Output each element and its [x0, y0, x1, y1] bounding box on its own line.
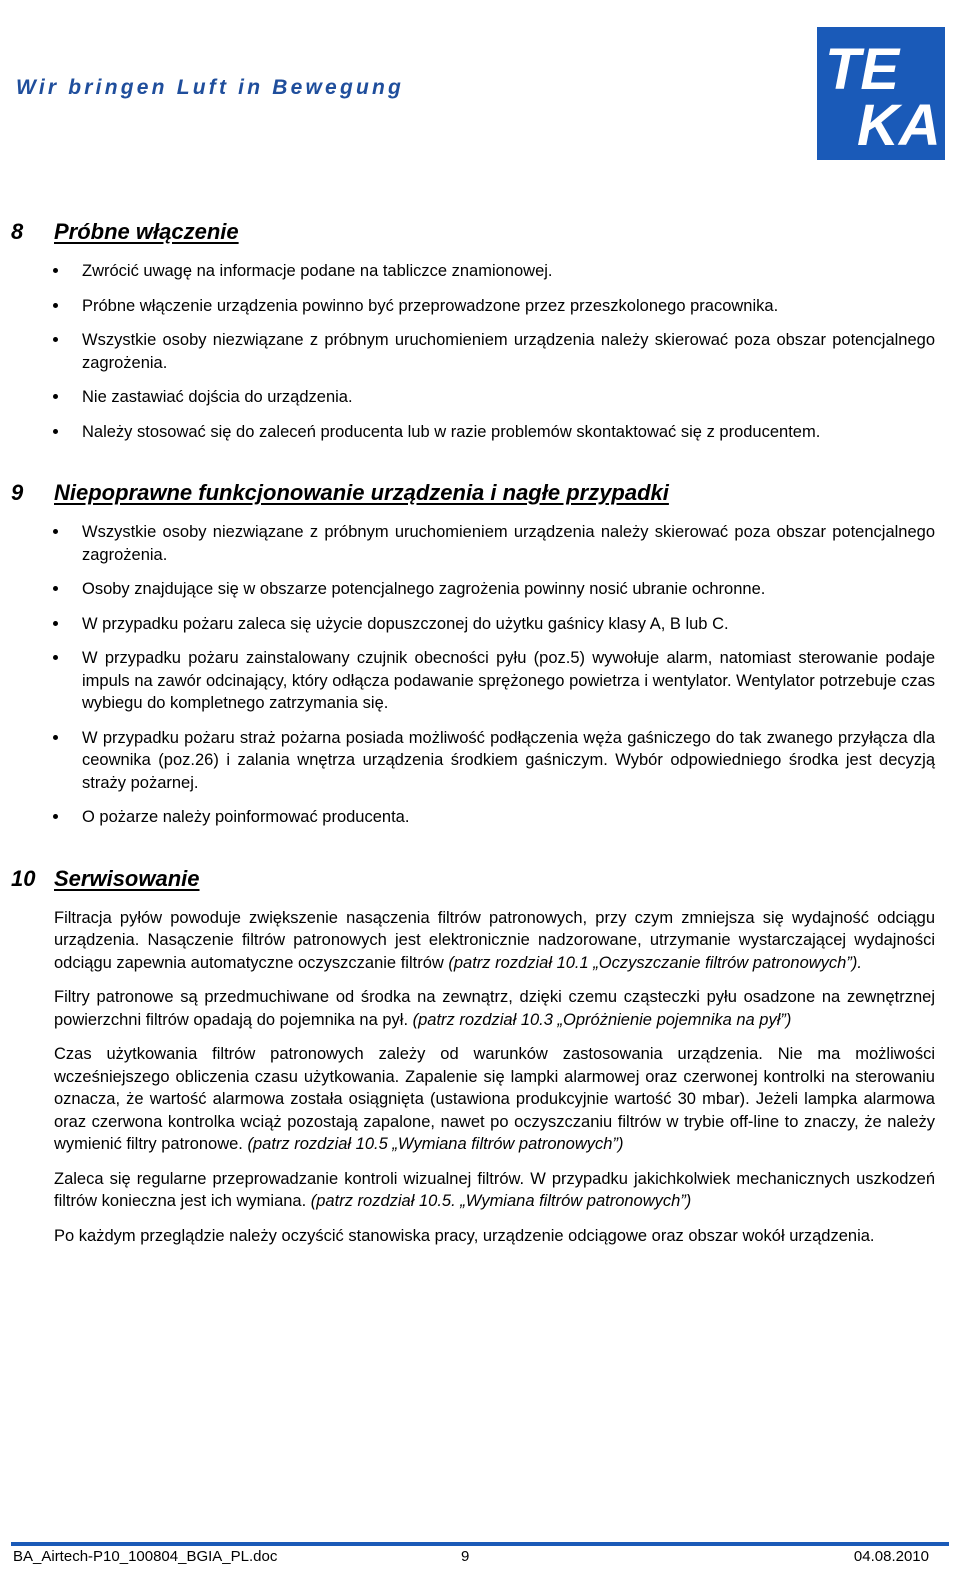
section-title: Próbne włączenie — [54, 219, 239, 244]
paragraph: Czas użytkowania filtrów patronowych zależy od warunków zastosowania urządzenia. Nie ma możliwości wcześniejszego obliczenia czasu użytkowania. Zapalenie się lampki alarmowej oraz czerwonej kontrolki na sterowaniu oznacza, że wartość alarmowa została osiągnięta (ustawiona produkcyjnie wartość 30 mbar). Jeżeli lampka alarmowa oraz czerwona kontrolka wciąż pozostają zapalone, nawet po oczyszczaniu filtrów w trybie off-line to znaczy, że należy wymienić filtry patronowe. (patrz rozdział 10.5 „Wymiana filtrów patronowych”) — [54, 1045, 935, 1153]
list-item: Wszystkie osoby niezwiązane z próbnym uruchomieniem urządzenia należy skierować poza obszar potencjalnego zagrożenia. — [0, 521, 960, 566]
logo-text-bottom: KA — [857, 93, 941, 158]
logo-text-top: TE — [825, 37, 900, 102]
cross-reference: (patrz rozdział 10.3 „Opróżnienie pojemnika na pył”) — [412, 1010, 792, 1029]
page-footer — [11, 1542, 949, 1588]
list-item: Osoby znajdujące się w obszarze potencjalnego zagrożenia powinny nosić ubranie ochronne. — [0, 578, 960, 601]
slogan: Wir bringen Luft in Bewegung — [16, 76, 405, 99]
section-number: 10 — [11, 865, 36, 891]
page-number: 9 — [461, 1548, 470, 1565]
bullet-list — [0, 260, 960, 443]
bullet-icon — [53, 303, 58, 308]
list-item: W przypadku pożaru zainstalowany czujnik obecności pyłu (poz.5) wywołuje alarm, natomiast sterowanie podaje impuls na zawór odcinający, który odłącza podawanie sprężonego powietrza i wentylator. Wentylator potrzebuje czas wybiegu do kompletnego zatrzymania się. — [0, 647, 960, 715]
bullet-icon — [53, 394, 58, 399]
list-item: Wszystkie osoby niezwiązane z próbnym uruchomieniem urządzenia należy skierować poza obszar potencjalnego zagrożenia. — [0, 329, 960, 374]
document-body — [0, 212, 960, 1247]
bullet-icon — [53, 429, 58, 434]
list-item: O pożarze należy poinformować producenta. — [0, 806, 960, 829]
paragraph: Filtracja pyłów powoduje zwiększenie nasączenia filtrów patronowych, przy czym zmniejsza się wydajność odciągu urządzenia. Nasączenie filtrów patronowych jest elektronicznie nadzorowane, utrzymanie wystarczającej wydajności odciągu zapewnia automatyczne oczyszczanie filtrów (patrz rozdział 10.1 „Oczyszczanie filtrów patronowych”). — [54, 908, 935, 972]
section-heading — [0, 473, 960, 513]
footer-filename: BA_Airtech-P10_100804_BGIA_PL.doc — [13, 1548, 278, 1565]
section-9 — [0, 473, 960, 829]
section-number: 8 — [11, 219, 24, 244]
section-number: 9 — [11, 480, 24, 505]
list-item: Próbne włączenie urządzenia powinno być przeprowadzone przez przeszkolonego pracownika. — [0, 295, 960, 318]
cross-reference: (patrz rozdział 10.5. „Wymiana filtrów patronowych”) — [310, 1192, 692, 1210]
paragraph: Filtry patronowe są przedmuchiwane od środka na zewnątrz, dzięki czemu cząsteczki pyłu osadzone na zewnętrznej powierzchni filtrów opadają do pojemnika na pył. (patrz rozdział 10.3 „Opróżnienie pojemnika na pył”) — [54, 988, 935, 1029]
bullet-icon — [53, 655, 58, 660]
bullet-icon — [53, 735, 58, 740]
bullet-icon — [53, 621, 58, 626]
section-title: Niepoprawne funkcjonowanie urządzenia i nagłe przypadki — [54, 480, 669, 505]
section-heading — [0, 212, 960, 252]
section-10 — [0, 859, 960, 1248]
paragraph: Po każdym przeglądzie należy oczyścić stanowiska pracy, urządzenie odciągowe oraz obszar wokół urządzenia. — [54, 1226, 875, 1245]
bullet-list — [0, 521, 960, 829]
footer-date: 04.08.2010 — [853, 1548, 929, 1565]
bullet-icon — [53, 814, 58, 819]
list-item: W przypadku pożaru straż pożarna posiada możliwość podłączenia węża gaśniczego do tak zwanego przyłącza dla ceownika (poz.26) i zalania wnętrza urządzenia środkiem gaśniczym. Wybór odpowiedniego środka jest decyzją straży pożarnej. — [0, 727, 960, 795]
list-item: Należy stosować się do zaleceń producenta lub w razie problemów skontaktować się z producentem. — [0, 421, 960, 444]
cross-reference: (patrz rozdział 10.5 „Wymiana filtrów patronowych”) — [247, 1135, 624, 1153]
page-header — [0, 0, 960, 190]
list-item: W przypadku pożaru zaleca się użycie dopuszczonej do użytku gaśnicy klasy A, B lub C. — [0, 613, 960, 636]
bullet-icon — [53, 529, 58, 534]
section-heading — [0, 859, 960, 899]
section-title: Serwisowanie — [54, 865, 200, 891]
bullet-icon — [53, 586, 58, 591]
bullet-icon — [53, 268, 58, 273]
footer-rule — [11, 1542, 949, 1546]
teka-logo — [817, 27, 945, 160]
paragraph: Zaleca się regularne przeprowadzanie kontroli wizualnej filtrów. W przypadku jakichkolwiek mechanicznych uszkodzeń filtrów konieczna jest ich wymiana. (patrz rozdział 10.5. „Wymiana filtrów patronowych”) — [54, 1169, 935, 1210]
list-item: Nie zastawiać dojścia do urządzenia. — [0, 386, 960, 409]
cross-reference: (patrz rozdział 10.1 „Oczyszczanie filtrów patronowych”). — [448, 953, 862, 972]
section-8 — [0, 212, 960, 443]
list-item: Zwrócić uwagę na informacje podane na tabliczce znamionowej. — [0, 260, 960, 283]
bullet-icon — [53, 337, 58, 342]
